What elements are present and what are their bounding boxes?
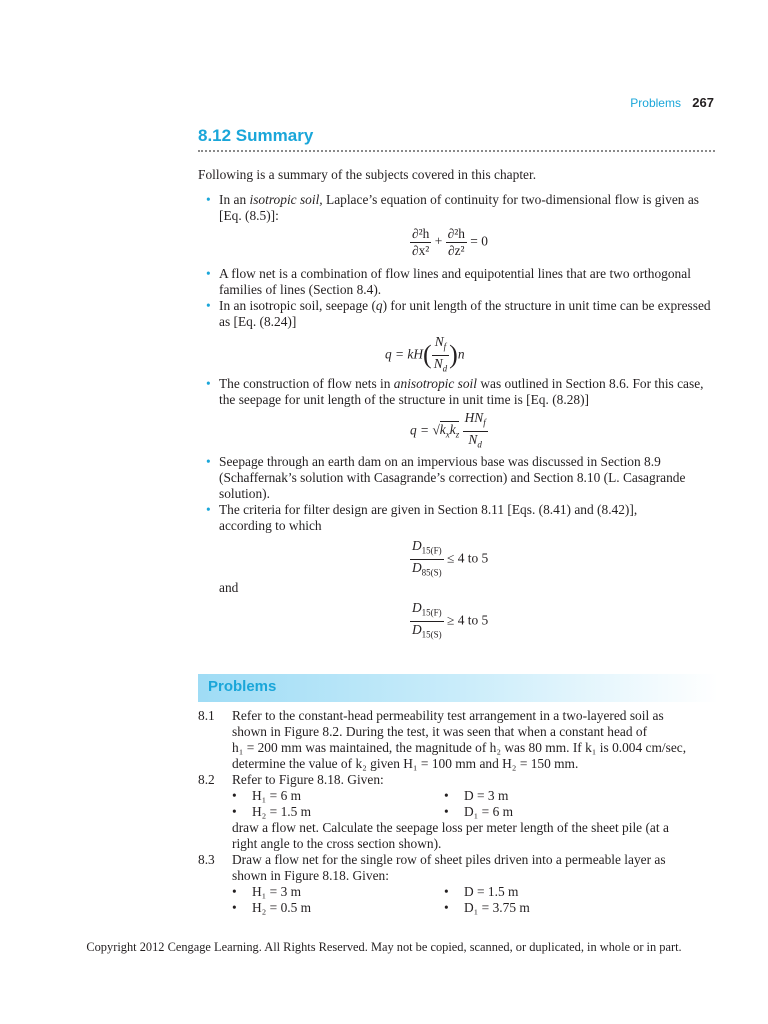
equation-rhs: ≥ 4 to 5: [447, 612, 489, 628]
problem-number: 8.3: [198, 852, 215, 867]
equation-rhs: ≤ 4 to 5: [447, 550, 489, 566]
fraction: [432, 334, 449, 376]
denominator: [410, 560, 444, 581]
paren-close: ): [449, 340, 458, 370]
problem-8-3-line-1: Draw a flow net for the single row of sheet piles driven into a permeable layer as: [232, 852, 666, 867]
subscript: f: [483, 417, 486, 428]
subscript: d: [442, 363, 448, 374]
denominator: ∂z²: [447, 243, 465, 258]
problem-8-1-line-4: determine the value of k₂ given H₁ = 100 mm and H₂ = 150 mm.: [232, 756, 579, 771]
denominator: [410, 622, 444, 643]
equation-seepage: [385, 334, 465, 376]
problem-8-1-line-3: h₁ = 200 mm was maintained, the magnitude of h₂ was 80 mm. If k₁ is 0.004 cm/sec,: [232, 740, 687, 755]
given-bullet: •: [444, 884, 449, 899]
equation-laplace: [410, 226, 488, 259]
denominator: ∂x²: [412, 243, 430, 258]
problem-8-2-line-2: draw a flow net. Calculate the seepage loss per meter length of the sheet pile (at a: [232, 820, 669, 835]
subscript: d: [477, 439, 482, 450]
symbol: D: [412, 559, 422, 575]
denominator: [432, 356, 449, 377]
equation-anisotropic: [410, 410, 488, 452]
numerator: [432, 334, 449, 356]
numerator: ∂²h: [447, 226, 465, 241]
emphasis: anisotropic soil: [393, 376, 477, 391]
problem-8-2-line-3: right angle to the cross section shown).: [232, 836, 442, 851]
problem-8-1-line-2: shown in Figure 8.2. During the test, it was seen that when a constant head of: [232, 724, 648, 739]
radical-sign: √: [432, 422, 440, 438]
bullet-flow-net: A flow net is a combination of flow lines and equipotential lines that are two orthogonal families of lines (Section 8.4).: [219, 266, 691, 297]
given-bullet: •: [232, 788, 237, 803]
given-bullet: •: [232, 804, 237, 819]
numerator: [410, 538, 444, 560]
numerator: [410, 600, 444, 622]
fraction: [446, 226, 467, 259]
and-word: and: [219, 580, 239, 595]
equation-filter-1: [410, 538, 488, 580]
given-value: D₁ = 3.75 m: [464, 900, 530, 915]
text-run: The construction of flow nets in: [219, 376, 394, 391]
problem-8-1-line-1: Refer to the constant-head permeability test arrangement in a two-layered soil as: [232, 708, 664, 723]
paren-open: (: [423, 340, 432, 370]
symbol: D: [412, 621, 422, 637]
numerator: [463, 410, 488, 432]
section-title: 8.12 Summary: [198, 126, 314, 145]
running-header-section: Problems: [630, 96, 681, 110]
subscript: x: [445, 429, 450, 440]
equation-lhs: q = kH: [385, 346, 424, 362]
equation-filter-2: [410, 600, 488, 642]
bullet-earth-dam: Seepage through an earth dam on an impervious base was discussed in Section 8.9 (Schaffernak’s solution with Casagrande’s correction) and Section 8.10 (L. Casagrande solution).: [219, 454, 686, 501]
text-run: In an: [219, 192, 250, 207]
numerator: ∂²h: [412, 226, 430, 241]
text-run: Laplace’s equation of continuity for two-dimensional flow is given as [Eq. (8.5)]:: [219, 192, 700, 223]
radicand: [439, 421, 460, 440]
subscript: 15(S): [421, 629, 442, 640]
symbol: D: [412, 600, 422, 615]
problem-8-3-line-2: shown in Figure 8.18. Given:: [232, 868, 389, 883]
bullet-marker: •: [206, 192, 211, 207]
symbol: N: [434, 334, 444, 349]
bullet-filter-criteria: The criteria for filter design are given in Section 8.11 [Eqs. (8.41) and (8.42)], according to which: [219, 502, 638, 533]
text-run: was outlined in Section 8.6. For this case, the seepage for unit length of the structure in unit time is [Eq. (8.28)]: [219, 376, 704, 407]
copyright-footer: Copyright 2012 Cengage Learning. All Rights Reserved. May not be copied, scanned, or duplicated, in whole or in part.: [86, 940, 682, 954]
symbol: HN: [464, 410, 484, 425]
bullet-marker: •: [206, 376, 211, 391]
text-run: ) for unit length of the structure in unit time can be expressed as [Eq. (8.24)]: [219, 298, 711, 329]
page-number: 267: [692, 95, 714, 110]
bullet-marker: •: [206, 502, 211, 517]
bullet-anisotropic: [219, 376, 719, 408]
given-value: H₂ = 0.5 m: [252, 900, 312, 915]
given-value: H₁ = 3 m: [252, 884, 302, 899]
given-value: D₁ = 6 m: [464, 804, 514, 819]
bullet-seepage-isotropic: [219, 298, 719, 330]
summary-intro: Following is a summary of the subjects covered in this chapter.: [198, 167, 537, 182]
symbol: D: [412, 538, 422, 553]
running-header: [630, 95, 714, 110]
equation-lhs: q =: [410, 422, 433, 438]
fraction: [410, 226, 431, 259]
symbol: N: [468, 431, 478, 447]
subscript: z: [455, 429, 460, 440]
problem-number: 8.1: [198, 708, 215, 723]
denominator: [463, 432, 488, 453]
given-bullet: •: [232, 884, 237, 899]
given-bullet: •: [444, 900, 449, 915]
given-bullet: •: [444, 788, 449, 803]
equation-rhs: = 0: [470, 233, 488, 249]
given-value: D = 1.5 m: [464, 884, 519, 899]
bullet-marker: •: [206, 298, 211, 313]
fraction: [410, 600, 444, 642]
fraction: [463, 410, 488, 452]
problems-title: Problems: [208, 678, 277, 695]
bullet-marker: •: [206, 454, 211, 469]
given-value: D = 3 m: [464, 788, 509, 803]
problem-number: 8.2: [198, 772, 215, 787]
subscript: 15(F): [421, 545, 442, 556]
fraction: [410, 538, 444, 580]
symbol: k: [449, 422, 456, 438]
emphasis: isotropic soil,: [249, 192, 323, 207]
subscript: 85(S): [421, 567, 442, 578]
given-bullet: •: [444, 804, 449, 819]
problem-8-2-line-1: Refer to Figure 8.18. Given:: [232, 772, 384, 787]
emphasis: q: [375, 298, 383, 313]
subscript: 15(F): [421, 607, 442, 618]
given-bullet: •: [232, 900, 237, 915]
given-value: H₂ = 1.5 m: [252, 804, 312, 819]
text-run: In an isotropic soil, seepage (: [219, 298, 376, 313]
bullet-laplace: [219, 192, 719, 224]
given-value: H₁ = 6 m: [252, 788, 302, 803]
symbol: N: [433, 355, 443, 371]
subscript: f: [443, 341, 447, 352]
bullet-marker: •: [206, 266, 211, 281]
plus-sign: +: [434, 233, 443, 249]
symbol: k: [439, 422, 446, 438]
dotted-rule: [198, 150, 715, 152]
equation-tail: n: [457, 346, 465, 362]
